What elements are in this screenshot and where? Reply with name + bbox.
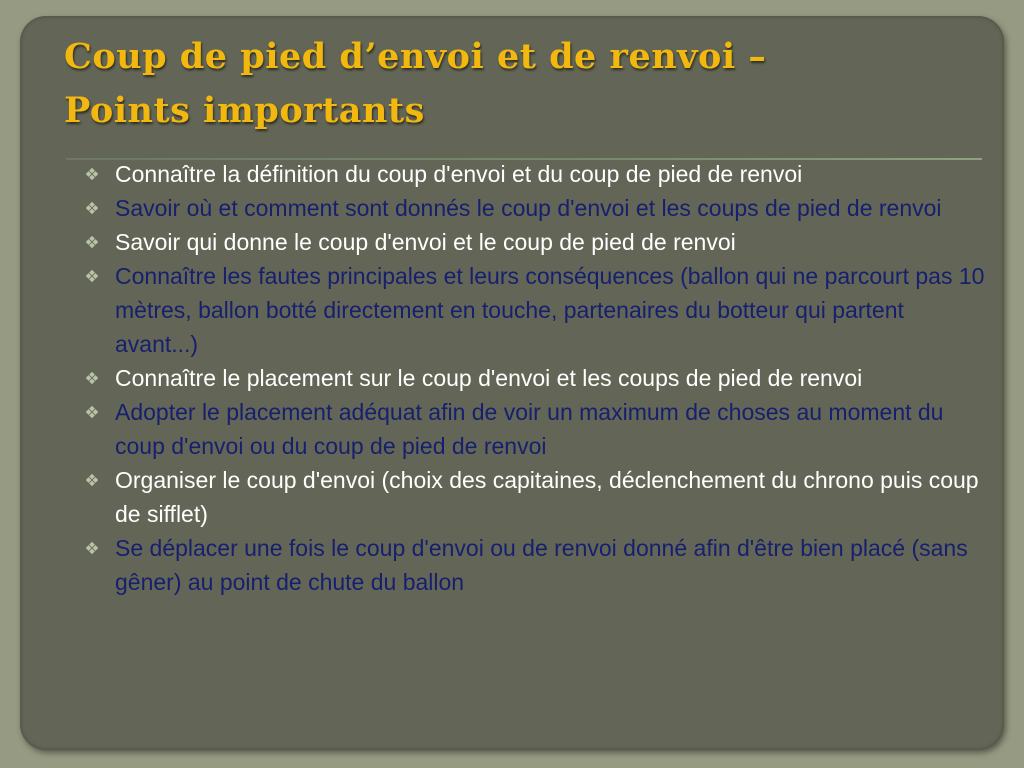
bullet-item	[82, 191, 992, 225]
diamond-flower-bullet-icon	[82, 259, 102, 293]
slide-title	[64, 30, 964, 138]
diamond-flower-bullet-icon	[82, 157, 102, 191]
bullet-text: Savoir où et comment sont donnés le coup d'envoi et les coups de pied de renvoi	[115, 195, 942, 221]
bullet-text: Adopter le placement adéquat afin de voir un maximum de choses au moment du coup d'envoi ou du coup de pied de renvoi	[115, 399, 944, 459]
bullet-item	[82, 361, 992, 395]
bullet-text: Connaître le placement sur le coup d'envoi et les coups de pied de renvoi	[115, 365, 863, 391]
bullet-text: Organiser le coup d'envoi (choix des capitaines, déclenchement du chrono puis coup de sifflet)	[115, 467, 979, 527]
diamond-flower-bullet-icon	[82, 191, 102, 225]
bullet-item	[82, 463, 992, 531]
bullet-item	[82, 157, 992, 191]
bullet-text: Connaître la définition du coup d'envoi et du coup de pied de renvoi	[115, 161, 803, 187]
diamond-flower-bullet-icon	[82, 225, 102, 259]
bullet-item	[82, 395, 992, 463]
title-line: Coup de pied d’envoi et de renvoi –	[64, 36, 767, 77]
title-line: Points importants	[64, 90, 425, 131]
bullet-item	[82, 225, 992, 259]
slide-content-panel	[20, 16, 1004, 750]
bullet-text: Connaître les fautes principales et leurs conséquences (ballon qui ne parcourt pas 10 mètres, ballon botté directement en touche, partenaires du botteur qui partent avant...)	[115, 263, 985, 357]
diamond-flower-bullet-icon	[82, 531, 102, 565]
bullet-item	[82, 259, 992, 361]
bullet-text: Savoir qui donne le coup d'envoi et le coup de pied de renvoi	[115, 229, 736, 255]
diamond-flower-bullet-icon	[82, 395, 102, 429]
diamond-flower-bullet-icon	[82, 361, 102, 395]
bullet-text: Se déplacer une fois le coup d'envoi ou de renvoi donné afin d'être bien placé (sans gêner) au point de chute du ballon	[115, 535, 968, 595]
diamond-flower-bullet-icon	[82, 463, 102, 497]
bullet-list	[82, 157, 992, 599]
bullet-item	[82, 531, 992, 599]
